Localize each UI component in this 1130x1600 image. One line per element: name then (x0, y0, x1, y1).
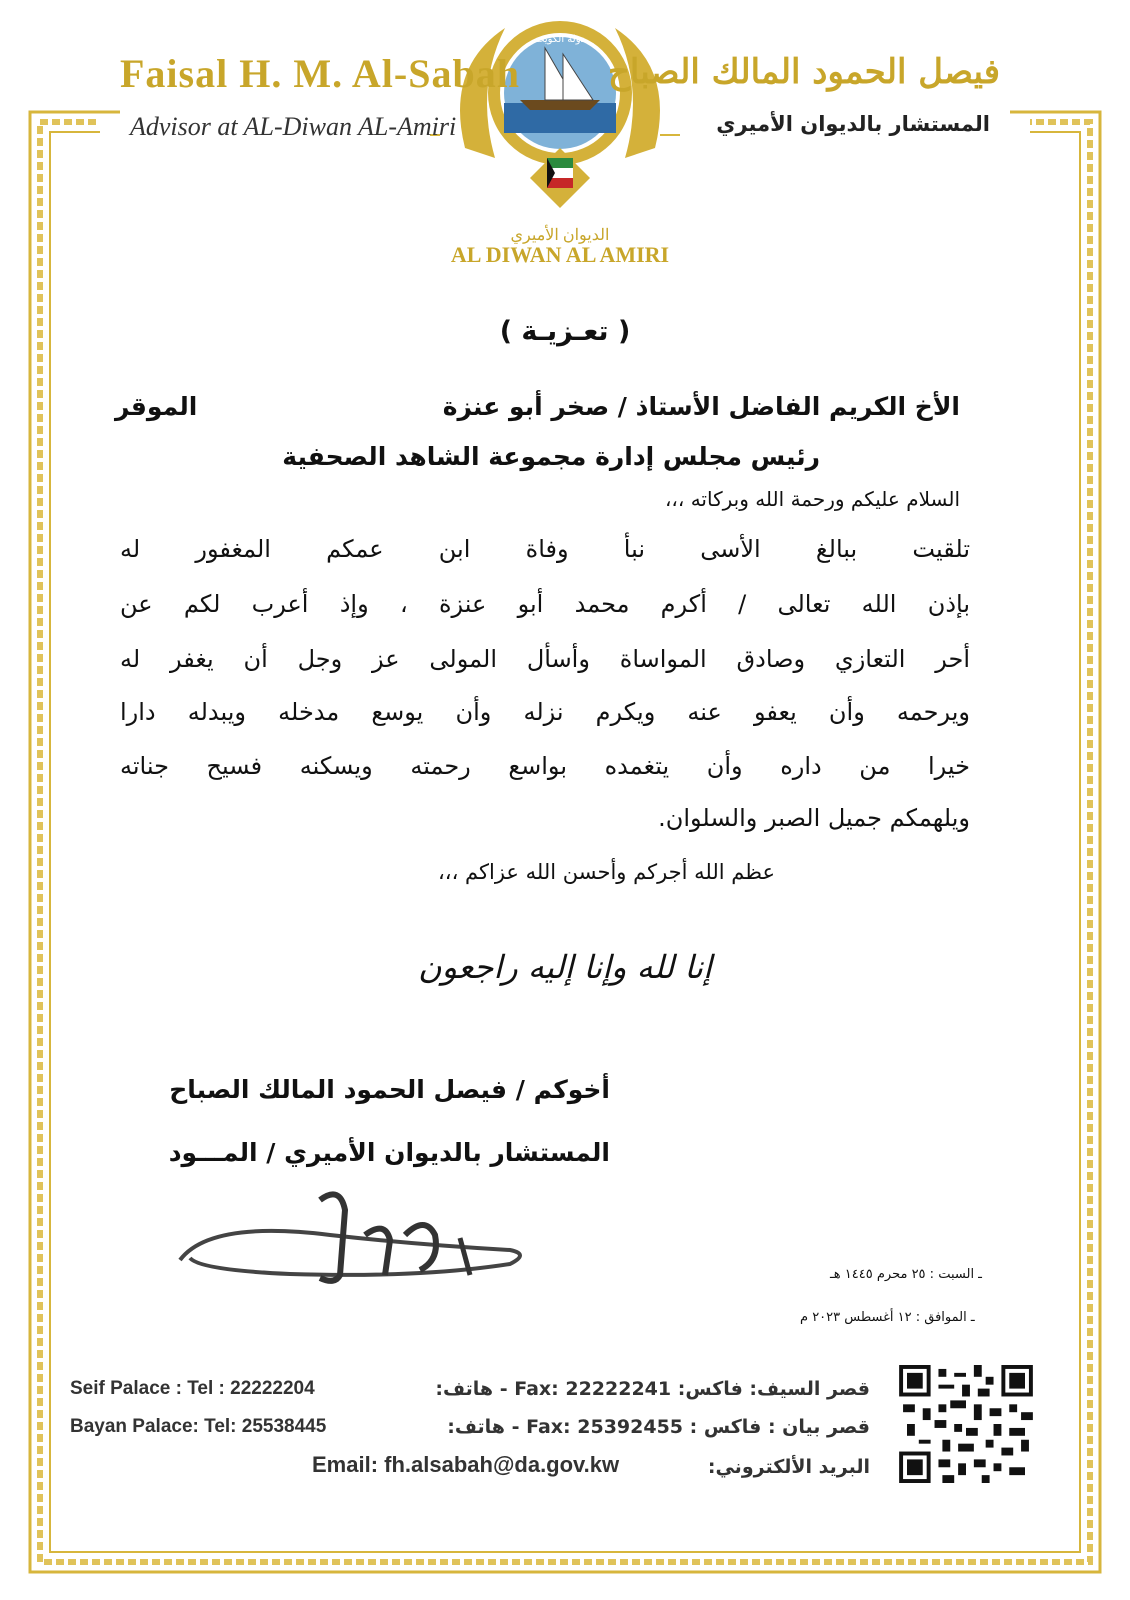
emblem-ar-label: الديوان الأميري (510, 227, 610, 244)
date-gregorian: ـ الموافق : ١٢ أغسطس ٢٠٢٣ م (800, 1310, 975, 1325)
emblem-en-label: AL DIWAN AL AMIRI (450, 242, 670, 267)
signoff-title: المستشار بالديوان الأميري / المـــود (168, 1138, 610, 1167)
emblem-top-label: دولة الكويت (535, 34, 585, 45)
body-line-1: تلقيت ببالغ الأسى نبأ وفاة ابن عمكم المغفور له (120, 535, 970, 563)
email-label-ar: البريد الألكتروني: (707, 1456, 870, 1478)
recipient-honorific: الموقر (115, 392, 198, 421)
body-line-4: ويرحمه وأن يعفو عنه ويكرم نزله وأن يوسع مدخله ويبدله دارا (120, 698, 970, 726)
letterhead-title-ar: المستشار بالديوان الأميري (716, 112, 990, 136)
recipient-line: الأخ الكريم الفاضل الأستاذ / صخر أبو عنزة (442, 392, 960, 421)
seif-palace-fax: قصر السيف: فاكس: Fax: 22222241 - هاتف: (435, 1378, 870, 1400)
email-link[interactable]: Email: fh.alsabah@da.gov.kw (312, 1452, 620, 1477)
letterhead-name-en: Faisal H. M. Al-Sabah (120, 51, 520, 96)
letter-heading: ( تعـزيـة ) (499, 316, 631, 347)
signoff-name: أخوكم / فيصل الحمود المالك الصباح (169, 1075, 610, 1104)
body-line-2: بإذن الله تعالى / أكرم محمد أبو عنزة ، وإذ أعرب لكم عن (120, 590, 970, 618)
seif-palace-tel: Seif Palace : Tel : 22222204 (70, 1378, 315, 1399)
bayan-palace-fax: قصر بيان : فاكس : Fax: 25392455 - هاتف: (447, 1416, 870, 1438)
body-line-5: خيرا من داره وأن يتغمده بواسع رحمته ويسكنه فسيح جناته (120, 752, 970, 780)
signature (170, 1180, 540, 1300)
date-hijri: ـ السبت : ٢٥ محرم ١٤٤٥ هـ (830, 1267, 982, 1282)
body-line-3: أحر التعازي وصادق المواساة وأسأل المولى عز وجل أن يغفر له (120, 645, 970, 673)
greeting: السلام عليكم ورحمة الله وبركاته ،،، (664, 487, 960, 511)
letterhead-name-ar: فيصل الحمود المالك الصباح (607, 52, 1000, 92)
closing-line: عظم الله أجركم وأحسن الله عزاكم ،،، (438, 860, 775, 884)
bayan-palace-tel: Bayan Palace: Tel: 25538445 (70, 1416, 327, 1437)
qr-code-icon[interactable] (898, 1365, 1034, 1483)
recipient-position: رئيس مجلس إدارة مجموعة الشاهد الصحفية (282, 442, 820, 471)
quran-verse: إنا لله وإنا إليه راجعون (418, 948, 712, 986)
kuwait-emblem (435, 8, 685, 270)
letterhead-title-en: Advisor at AL-Diwan AL-Amiri (130, 112, 457, 141)
body-line-6: ويلهمكم جميل الصبر والسلوان. (658, 804, 970, 832)
